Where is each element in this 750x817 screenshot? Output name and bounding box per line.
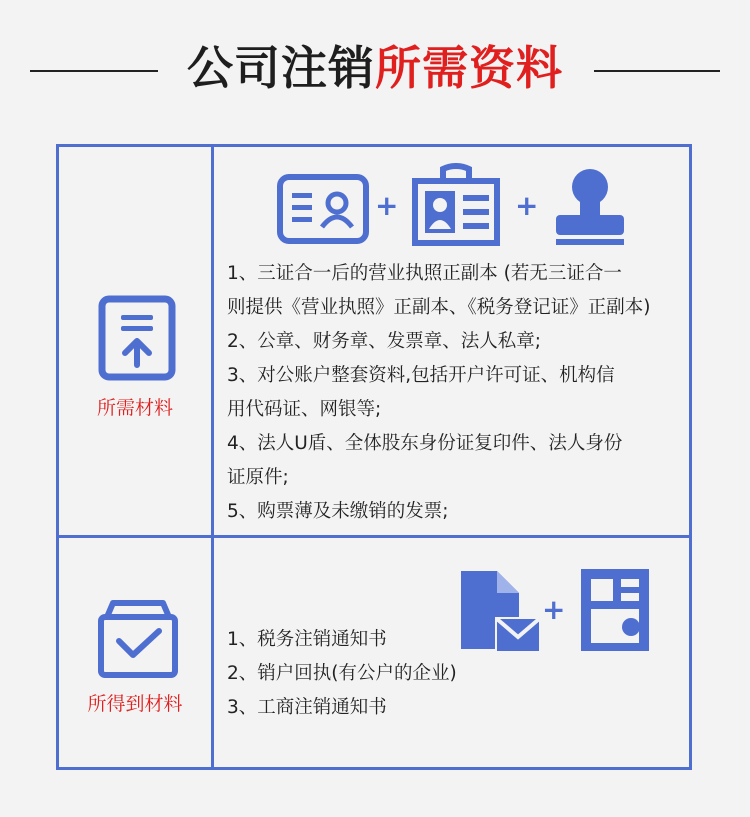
list-item: 则提供《营业执照》正副本、《税务登记证》正副本) xyxy=(227,297,651,318)
materials-table xyxy=(56,144,692,770)
list-item: 1、三证合一后的营业执照正副本 (若无三证合一 xyxy=(227,263,622,284)
business-license-icon xyxy=(411,163,501,247)
document-mail-icon xyxy=(457,567,541,653)
list-item: 证原件; xyxy=(227,467,289,488)
plus-icon: + xyxy=(375,189,399,222)
list-item: 5、购票薄及未缴销的发票; xyxy=(227,501,449,522)
title-part-2: 所需资料 xyxy=(375,41,563,95)
column-divider xyxy=(211,147,214,767)
row-divider xyxy=(59,535,689,538)
page-title xyxy=(0,38,750,98)
list-item: 用代码证、网银等; xyxy=(227,399,382,420)
title-part-1: 公司注销 xyxy=(187,41,375,95)
obtained-list xyxy=(227,623,457,725)
plus-icon: + xyxy=(515,189,539,222)
list-item: 2、公章、财务章、发票章、法人私章; xyxy=(227,331,542,352)
upload-document-icon xyxy=(97,295,177,381)
plus-icon: + xyxy=(542,593,566,626)
stamp-icon xyxy=(553,167,627,247)
page-header xyxy=(0,0,750,145)
list-item: 1、税务注销通知书 xyxy=(227,629,387,650)
list-item: 4、法人U盾、全体股东身份证复印件、法人身份 xyxy=(227,433,623,454)
list-item: 3、工商注销通知书 xyxy=(227,697,387,718)
id-card-icon xyxy=(276,173,370,245)
title-rule-right xyxy=(594,70,720,72)
list-item: 3、对公账户整套资料,包括开户许可证、机构信 xyxy=(227,365,615,386)
obtained-label: 所得到材料 xyxy=(87,693,183,715)
certificate-icon xyxy=(579,567,651,653)
inbox-check-icon xyxy=(97,599,179,679)
list-item: 2、销户回执(有公户的企业) xyxy=(227,663,457,684)
required-label: 所需材料 xyxy=(96,397,173,419)
required-list xyxy=(227,257,650,529)
